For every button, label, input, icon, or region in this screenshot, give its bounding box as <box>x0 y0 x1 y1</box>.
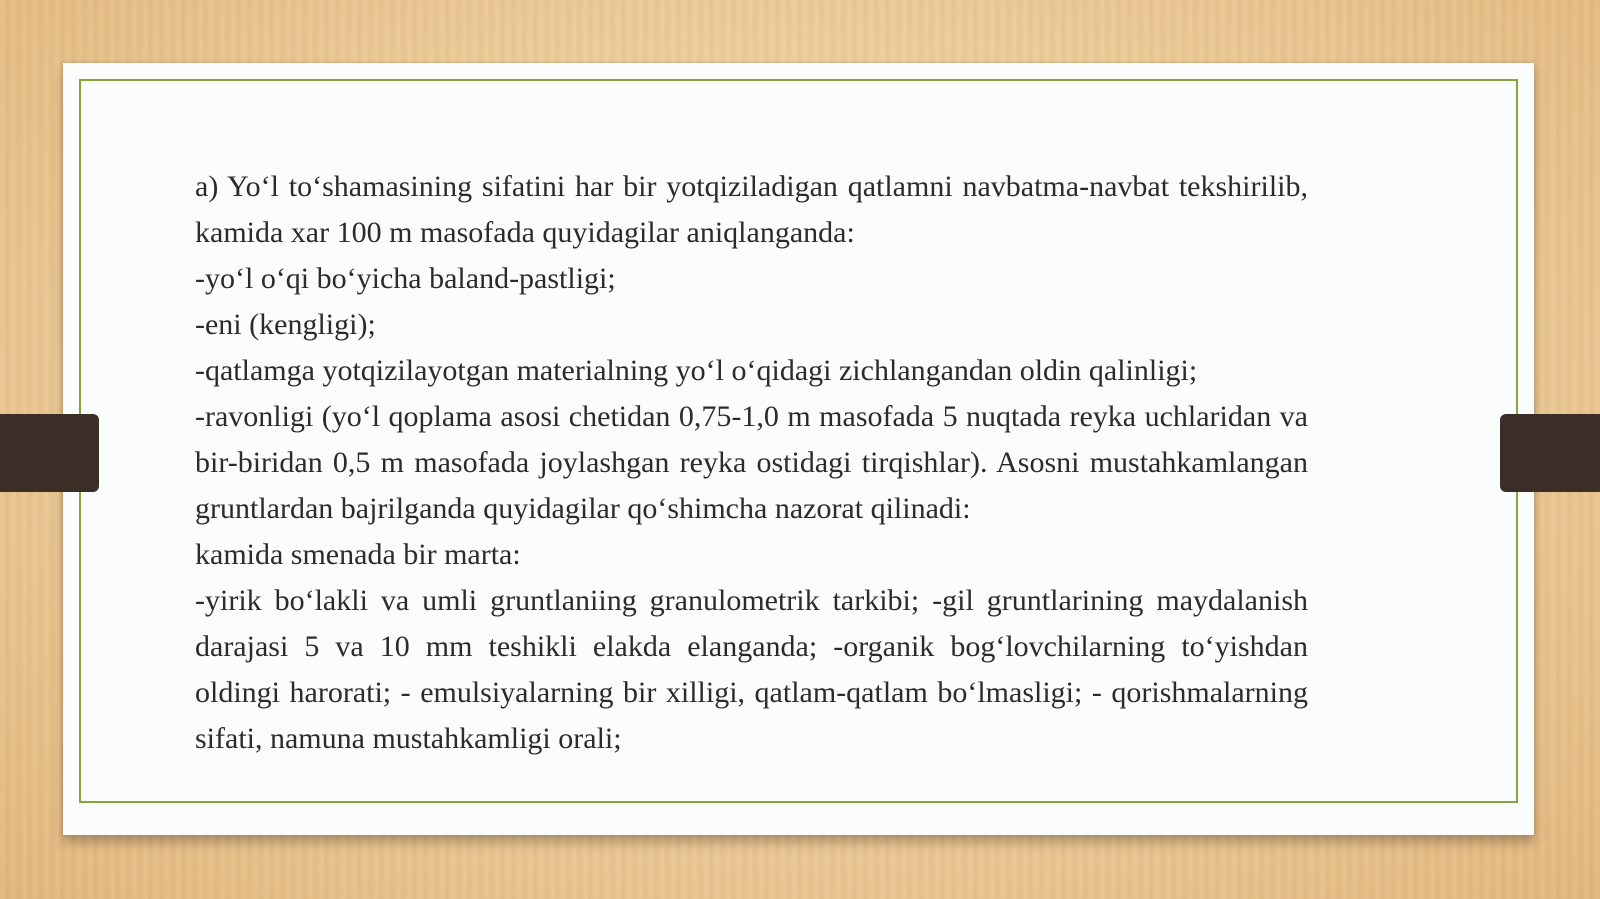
left-tab <box>0 414 99 492</box>
paragraph-item-height: -yo‘l o‘qi bo‘yicha baland-pastligi; <box>195 262 616 295</box>
right-tab <box>1500 414 1600 492</box>
paragraph-item-thickness: -qatlamga yotqizilayotgan materialning yo‘l o‘qidagi zichlangandan oldin qalinligi; <box>195 354 1198 387</box>
paragraph-item-evenness: -ravonligi (yo‘l qoplama asosi chetidan 0,75-1,0 m masofada 5 nuqtada reyka uchlaridan va bir-biridan 0,5 m masofada joylashgan reyka ostidagi tirqishlar). Asosni mustahkamlangan gruntlardan bajrilganda quyidagilar qo‘shimcha nazorat qilinadi: <box>195 400 1308 525</box>
paragraph-shift-frequency: kamida smenada bir marta: <box>195 538 521 571</box>
slide-body-text <box>195 164 1308 762</box>
paragraph-item-list: -yirik bo‘lakli va umli gruntlaniing granulometrik tarkibi; -gil gruntlarining maydalanish darajasi 5 va 10 mm teshikli elakda elanganda; -organik bog‘lovchilarning to‘yishdan oldingi harorati; - emulsiyalarning bir xilligi, qatlam-qatlam bo‘lmasligi; - qorishmalarning sifati, namuna mustahkamligi orali; <box>195 584 1308 755</box>
paragraph-intro: a) Yo‘l to‘shamasining sifatini har bir yotqiziladigan qatlamni navbatma-navbat tekshirilib, kamida xar 100 m masofada quyidagilar aniqlanganda: <box>195 170 1308 249</box>
paragraph-item-width: -eni (kengligi); <box>195 308 376 341</box>
